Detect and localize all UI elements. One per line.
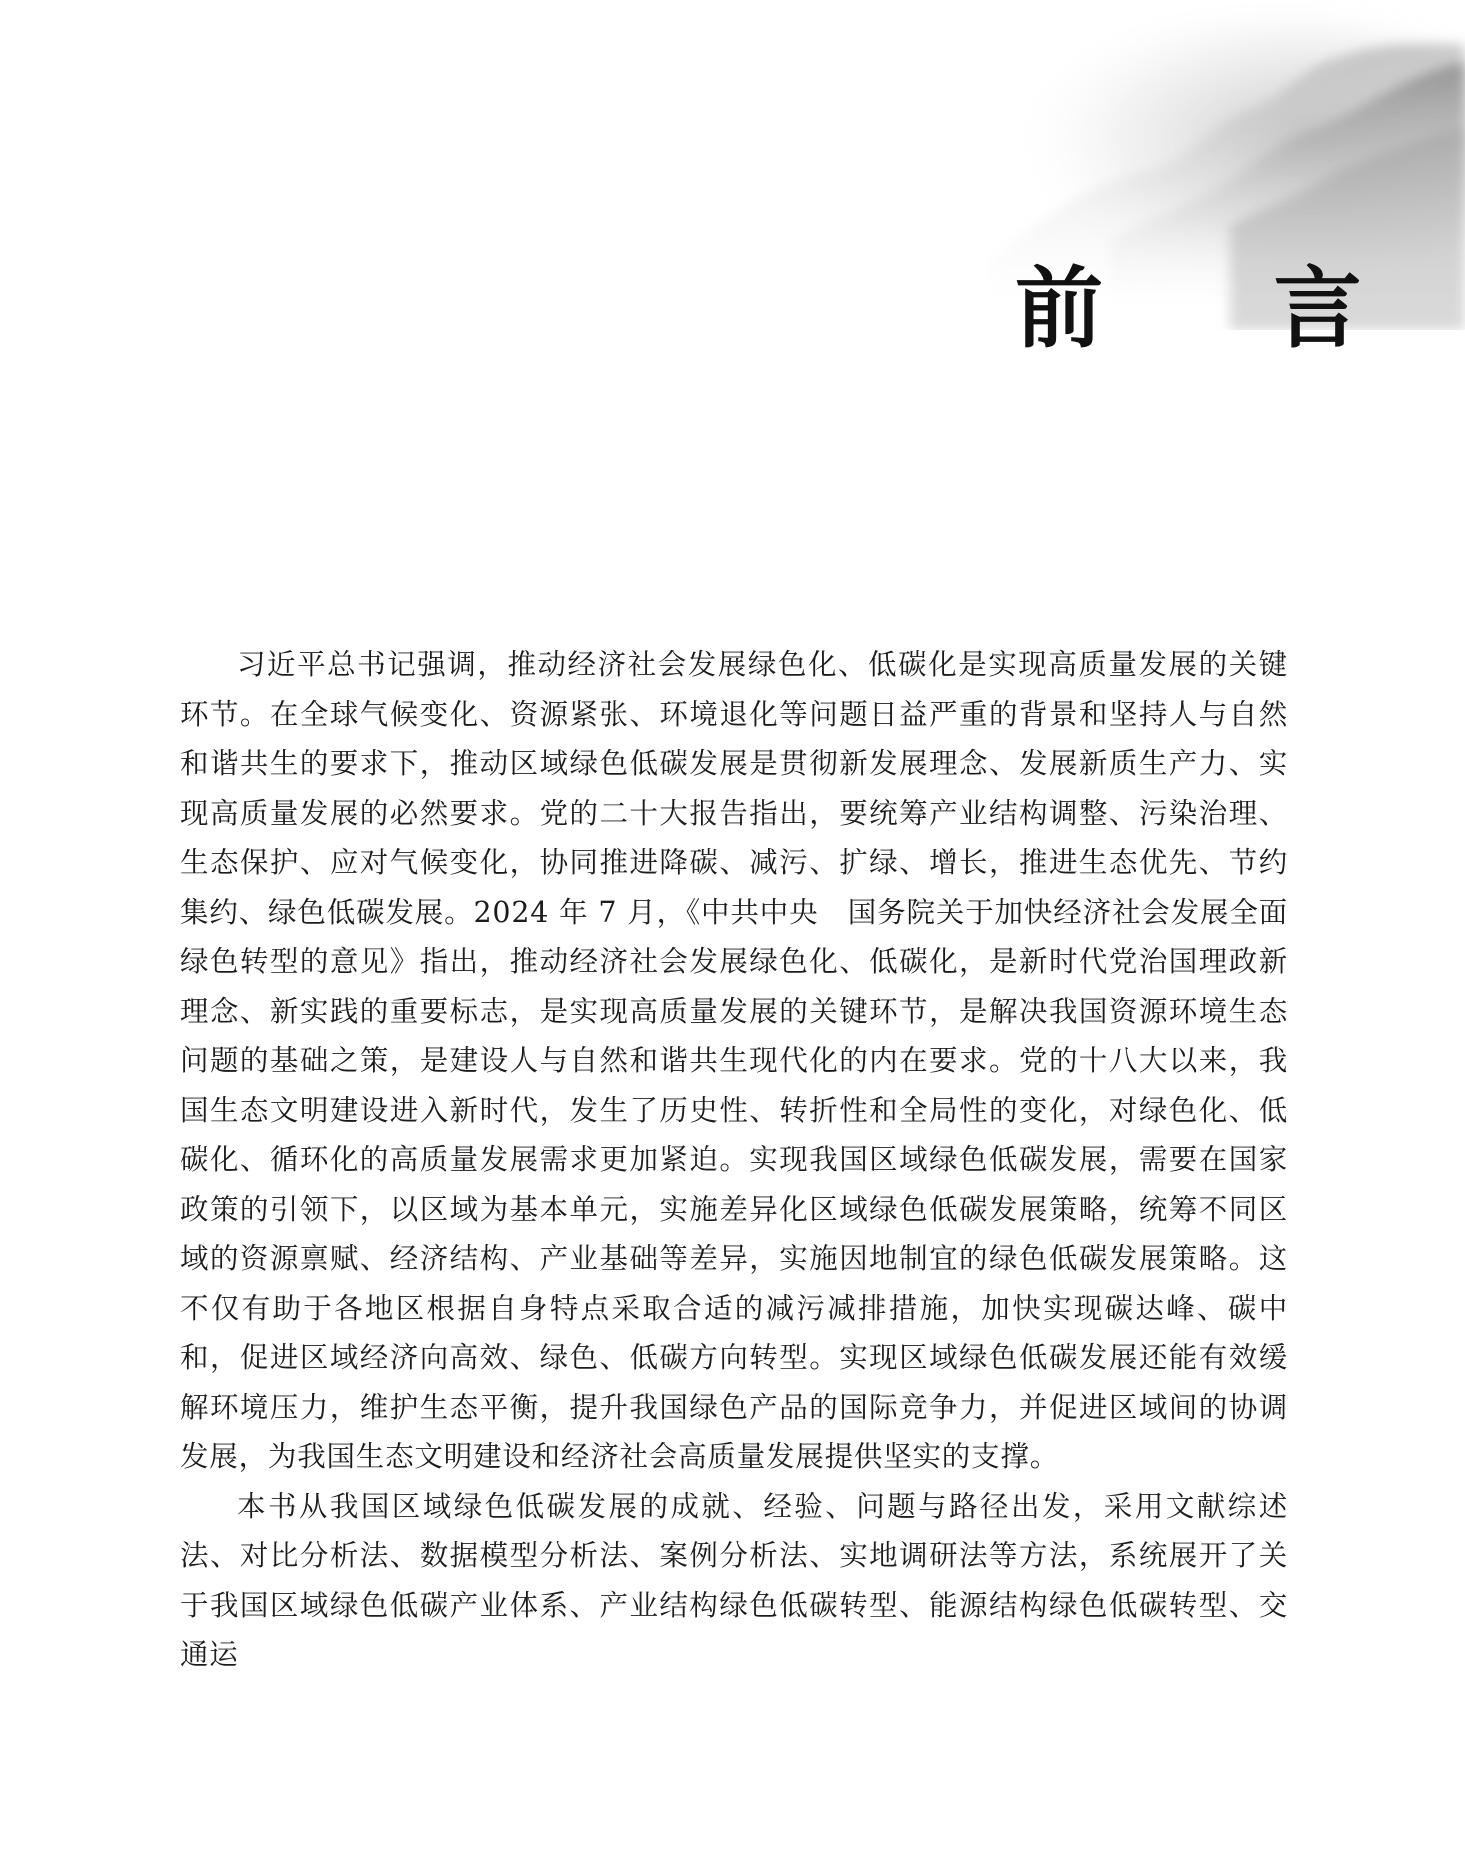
paragraph-2: 本书从我国区域绿色低碳发展的成就、经验、问题与路径出发，采用文献综述法、对比分析法、数据模型分析法、案例分析法、实地调研法等方法，系统展开了关于我国区域绿色低碳产业体系、产业结构绿色低碳转型、能源结构绿色低碳转型、交通运 xyxy=(180,1489,1288,1671)
preface-body xyxy=(180,640,1288,1680)
page-title: 前 言 xyxy=(1015,256,1432,360)
paragraph-1: 习近平总书记强调，推动经济社会发展绿色化、低碳化是实现高质量发展的关键环节。在全球气候变化、资源紧张、环境退化等问题日益严重的背景和坚持人与自然和谐共生的要求下，推动区域绿色低碳发展是贯彻新发展理念、发展新质生产力、实现高质量发展的必然要求。党的二十大报告指出，要统筹产业结构调整、污染治理、生态保护、应对气候变化，协同推进降碳、减污、扩绿、增长，推进生态优先、节约集约、绿色低碳发展。2024 年 7 月，《中共中央 国务院关于加快经济社会发展全面绿色转型的意见》指出，推动经济社会发展绿色化、低碳化，是新时代党治国理政新理念、新实践的重要标志，是实现高质量发展的关键环节，是解决我国资源环境生态问题的基础之策，是建设人与自然和谐共生现代化的内在要求。党的十八大以来，我国生态文明建设进入新时代，发生了历史性、转折性和全局性的变化，对绿色化、低碳化、循环化的高质量发展需求更加紧迫。实现我国区域绿色低碳发展，需要在国家政策的引领下，以区域为基本单元，实施差异化区域绿色低碳发展策略，统筹不同区域的资源禀赋、经济结构、产业基础等差异，实施因地制宜的绿色低碳发展策略。这不仅有助于各地区根据自身特点采取合适的减污减排措施，加快实现碳达峰、碳中和，促进区域经济向高效、绿色、低碳方向转型。实现区域绿色低碳发展还能有效缓解环境压力，维护生态平衡，提升我国绿色产品的国际竞争力，并促进区域间的协调发展，为我国生态文明建设和经济社会高质量发展提供坚实的支撑。 xyxy=(180,648,1288,1473)
